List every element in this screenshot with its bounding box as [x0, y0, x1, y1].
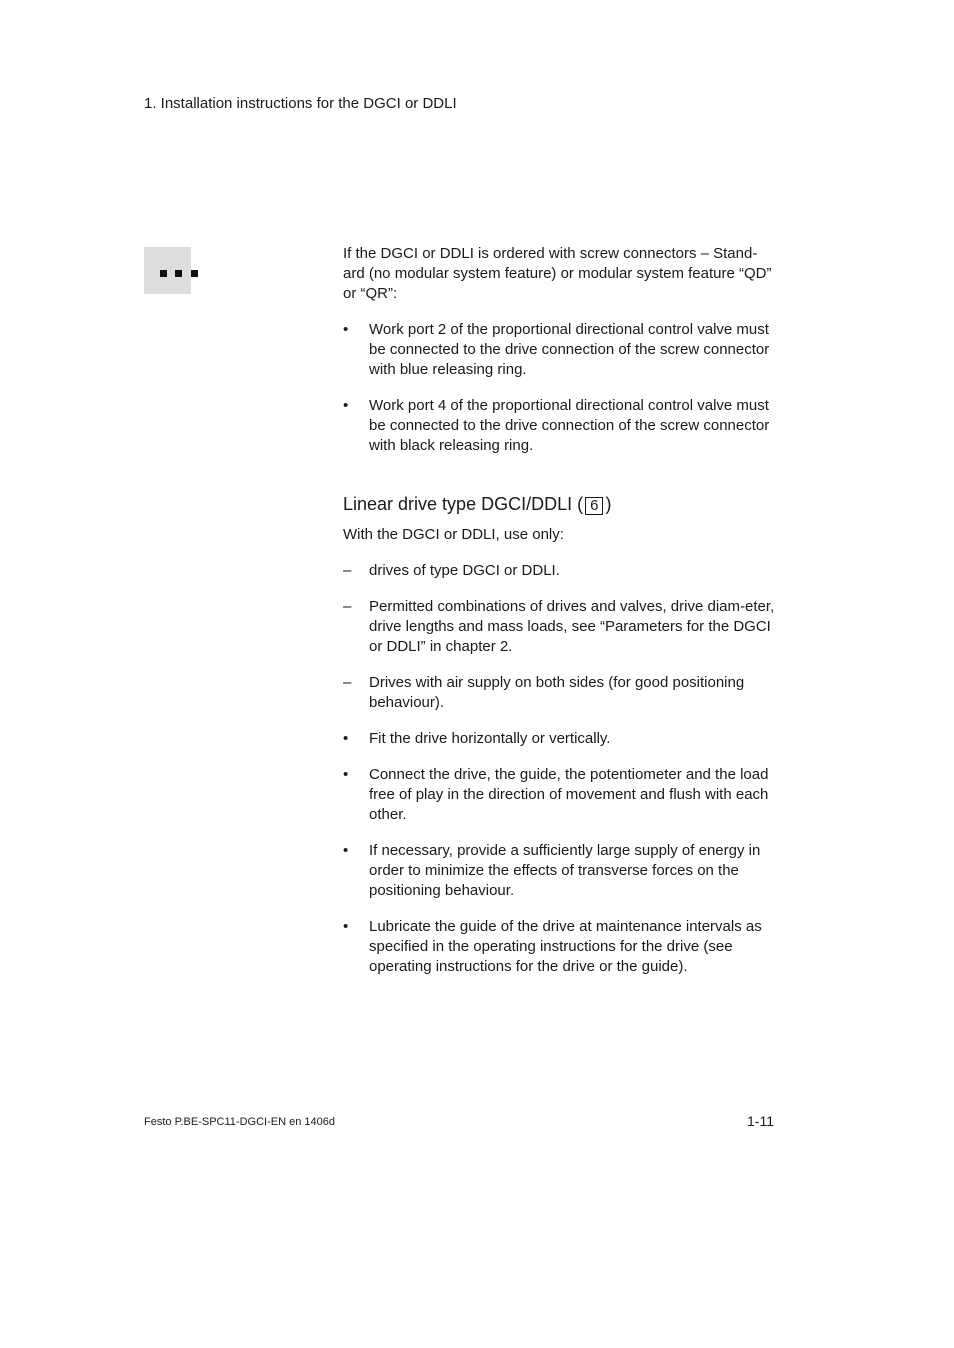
footer-document-id: Festo P.BE-SPC11-DGCI-EN en 1406d [144, 1116, 335, 1128]
note-square-3 [191, 270, 198, 277]
bullet-icon: • [343, 918, 349, 935]
figure-reference-box: 6 [585, 497, 603, 515]
list-item [343, 917, 775, 977]
note-squares-icon [144, 247, 191, 294]
section-lead: With the DGCI or DDLI, use only: [343, 526, 564, 543]
list-item-text: drives of type DGCI or DDLI. [369, 562, 560, 579]
list-item-text: Work port 4 of the proportional directional control valve must be connected to the drive connection of the screw connector with black releasing ring. [369, 397, 770, 454]
dash-marker: – [343, 674, 352, 691]
note-bullet-list [343, 320, 775, 456]
list-item-text: Lubricate the guide of the drive at maintenance intervals as specified in the operating instructions for the drive (see operating instructions for the drive or the guide). [369, 918, 762, 975]
list-item [343, 320, 775, 380]
list-item-text: Drives with air supply on both sides (for good positioning behaviour). [369, 674, 745, 711]
section-heading [343, 493, 775, 515]
page-number: 1-11 [747, 1113, 774, 1129]
list-item [343, 396, 775, 456]
list-item [343, 729, 775, 749]
list-item [343, 673, 775, 713]
bullet-icon: • [343, 397, 349, 414]
main-content [343, 244, 775, 977]
requirements-list [343, 561, 775, 977]
running-header: 1. Installation instructions for the DGCI or DDLI [144, 95, 457, 112]
note-square-2 [175, 270, 182, 277]
bullet-icon: • [343, 321, 349, 338]
list-item [343, 597, 775, 657]
bullet-icon: • [343, 842, 349, 859]
list-item-text: Fit the drive horizontally or vertically. [369, 730, 611, 747]
section-heading-text: Linear drive type DGCI/DDLI ( [343, 494, 584, 514]
bullet-icon: • [343, 730, 349, 747]
list-item-text: If necessary, provide a sufficiently large supply of energy in order to minimize the effects of transverse forces on the positioning behaviour. [369, 842, 761, 899]
note-square-1 [160, 270, 167, 277]
dash-marker: – [343, 562, 352, 579]
note-intro: If the DGCI or DDLI is ordered with screw connectors – Stand-ard (no modular system feature) or modular system feature “QD” or “QR”: [343, 245, 772, 302]
bullet-icon: • [343, 766, 349, 783]
list-item [343, 841, 775, 901]
list-item-text: Connect the drive, the guide, the potentiometer and the load free of play in the direction of movement and flush with each other. [369, 766, 769, 823]
list-item-text: Permitted combinations of drives and valves, drive diam-eter, drive lengths and mass loads, see “Parameters for the DGCI or DDLI” in chapter 2. [369, 598, 775, 655]
dash-marker: – [343, 598, 352, 615]
list-item [343, 765, 775, 825]
section-heading-close: ) [605, 494, 612, 514]
list-item-text: Work port 2 of the proportional directional control valve must be connected to the drive connection of the screw connector with blue releasing ring. [369, 321, 770, 378]
list-item [343, 561, 775, 581]
